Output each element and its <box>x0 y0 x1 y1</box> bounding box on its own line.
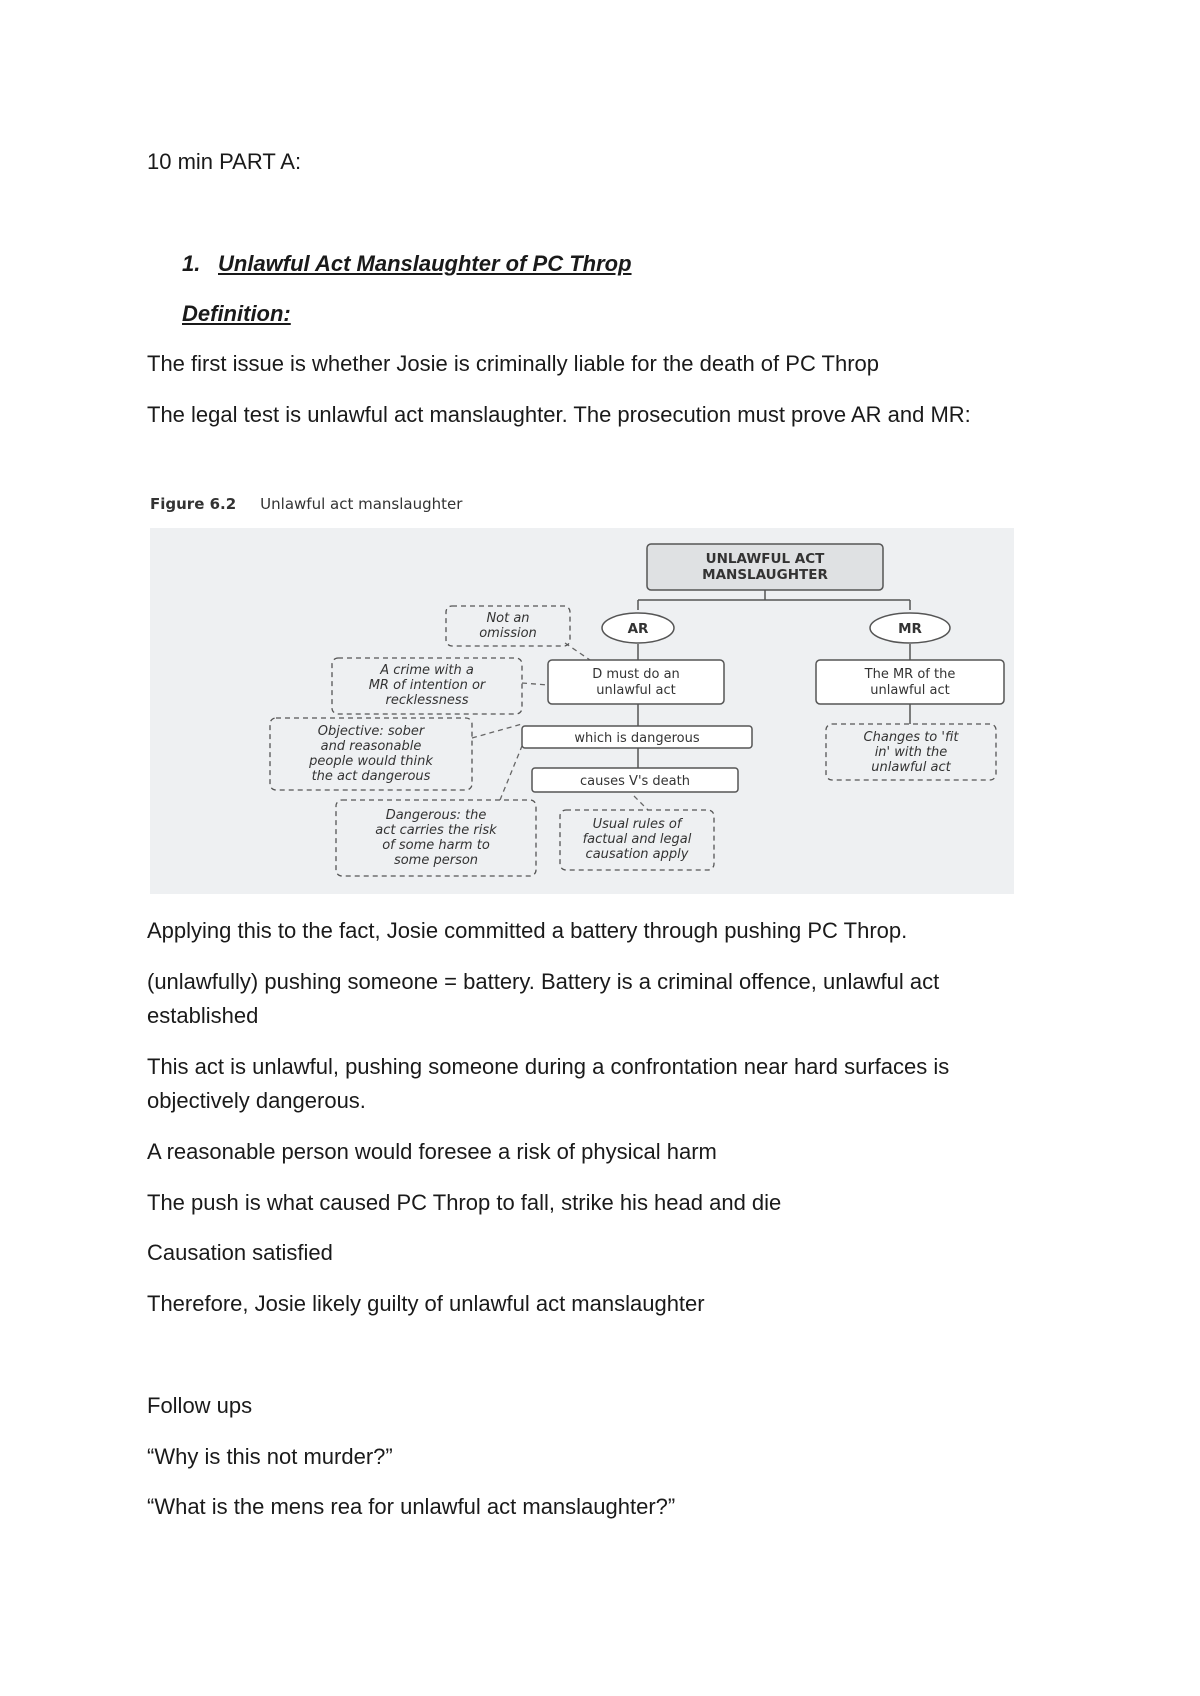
changes-line-2: in' with the <box>874 745 948 760</box>
root-box-line-1: UNLAWFUL ACT <box>705 551 825 567</box>
manslaughter-diagram <box>150 528 1014 894</box>
section-title: Unlawful Act Manslaughter of PC Throp <box>218 251 632 276</box>
mr-box-line-1: The MR of the <box>864 667 956 682</box>
followups-label: Follow ups <box>147 1393 253 1418</box>
section-number: 1. <box>182 251 201 276</box>
changes-line-1: Changes to 'fit <box>863 730 959 745</box>
intro-paragraph-2: The legal test is unlawful act manslaughter. The prosecution must prove AR and MR: <box>147 402 971 427</box>
d-must-line-1: D must do an <box>592 667 680 682</box>
not-omission-line-1: Not an <box>486 611 530 626</box>
usual-rules-line-3: causation apply <box>585 847 689 862</box>
objective-line-2: and reasonable <box>320 739 422 754</box>
mr-label: MR <box>898 621 922 637</box>
usual-rules-line-2: factual and legal <box>582 832 692 847</box>
followup-question-1: “Why is this not murder?” <box>147 1444 393 1469</box>
crime-box-line-2: MR of intention or <box>368 678 486 693</box>
figure-number: Figure 6.2 <box>150 495 237 513</box>
definition-label: Definition: <box>182 301 291 326</box>
figure-title: Unlawful act manslaughter <box>260 495 463 513</box>
root-box-line-2: MANSLAUGHTER <box>702 567 828 583</box>
application-paragraph-1: Applying this to the fact, Josie committed a battery through pushing PC Throp. <box>147 918 908 943</box>
intro-paragraph-1: The first issue is whether Josie is criminally liable for the death of PC Throp <box>147 351 880 376</box>
figure-caption <box>150 495 462 513</box>
mr-box-line-2: unlawful act <box>870 683 950 698</box>
objective-line-1: Objective: sober <box>317 724 425 739</box>
d-must-line-2: unlawful act <box>596 683 676 698</box>
changes-line-3: unlawful act <box>871 760 951 775</box>
application-paragraph-6: Causation satisfied <box>147 1240 333 1265</box>
objective-line-3: people would think <box>309 754 433 769</box>
application-paragraph-2: (unlawfully) pushing someone = battery. Battery is a criminal offence, unlawful act established <box>147 969 940 1028</box>
dangerous-box: which is dangerous <box>574 731 700 746</box>
danger-def-line-4: some person <box>393 853 479 868</box>
ar-label: AR <box>627 621 649 637</box>
objective-line-4: the act dangerous <box>311 769 431 784</box>
section-heading <box>182 247 632 281</box>
danger-def-line-3: of some harm to <box>382 838 490 853</box>
crime-box-line-1: A crime with a <box>380 663 474 678</box>
causes-box: causes V's death <box>580 774 690 789</box>
followup-question-2: “What is the mens rea for unlawful act manslaughter?” <box>147 1494 676 1519</box>
page-title: 10 min PART A: <box>147 149 302 174</box>
application-paragraph-3: This act is unlawful, pushing someone during a confrontation near hard surfaces is objectively dangerous. <box>147 1054 950 1113</box>
crime-box-line-3: recklessness <box>385 693 469 708</box>
danger-def-line-1: Dangerous: the <box>385 808 487 823</box>
application-paragraph-5: The push is what caused PC Throp to fall, strike his head and die <box>147 1190 782 1215</box>
application-paragraph-4: A reasonable person would foresee a risk of physical harm <box>147 1139 717 1164</box>
danger-def-line-2: act carries the risk <box>375 823 497 838</box>
usual-rules-line-1: Usual rules of <box>592 817 682 832</box>
application-paragraph-7: Therefore, Josie likely guilty of unlawful act manslaughter <box>147 1291 705 1316</box>
not-omission-line-2: omission <box>479 626 537 641</box>
